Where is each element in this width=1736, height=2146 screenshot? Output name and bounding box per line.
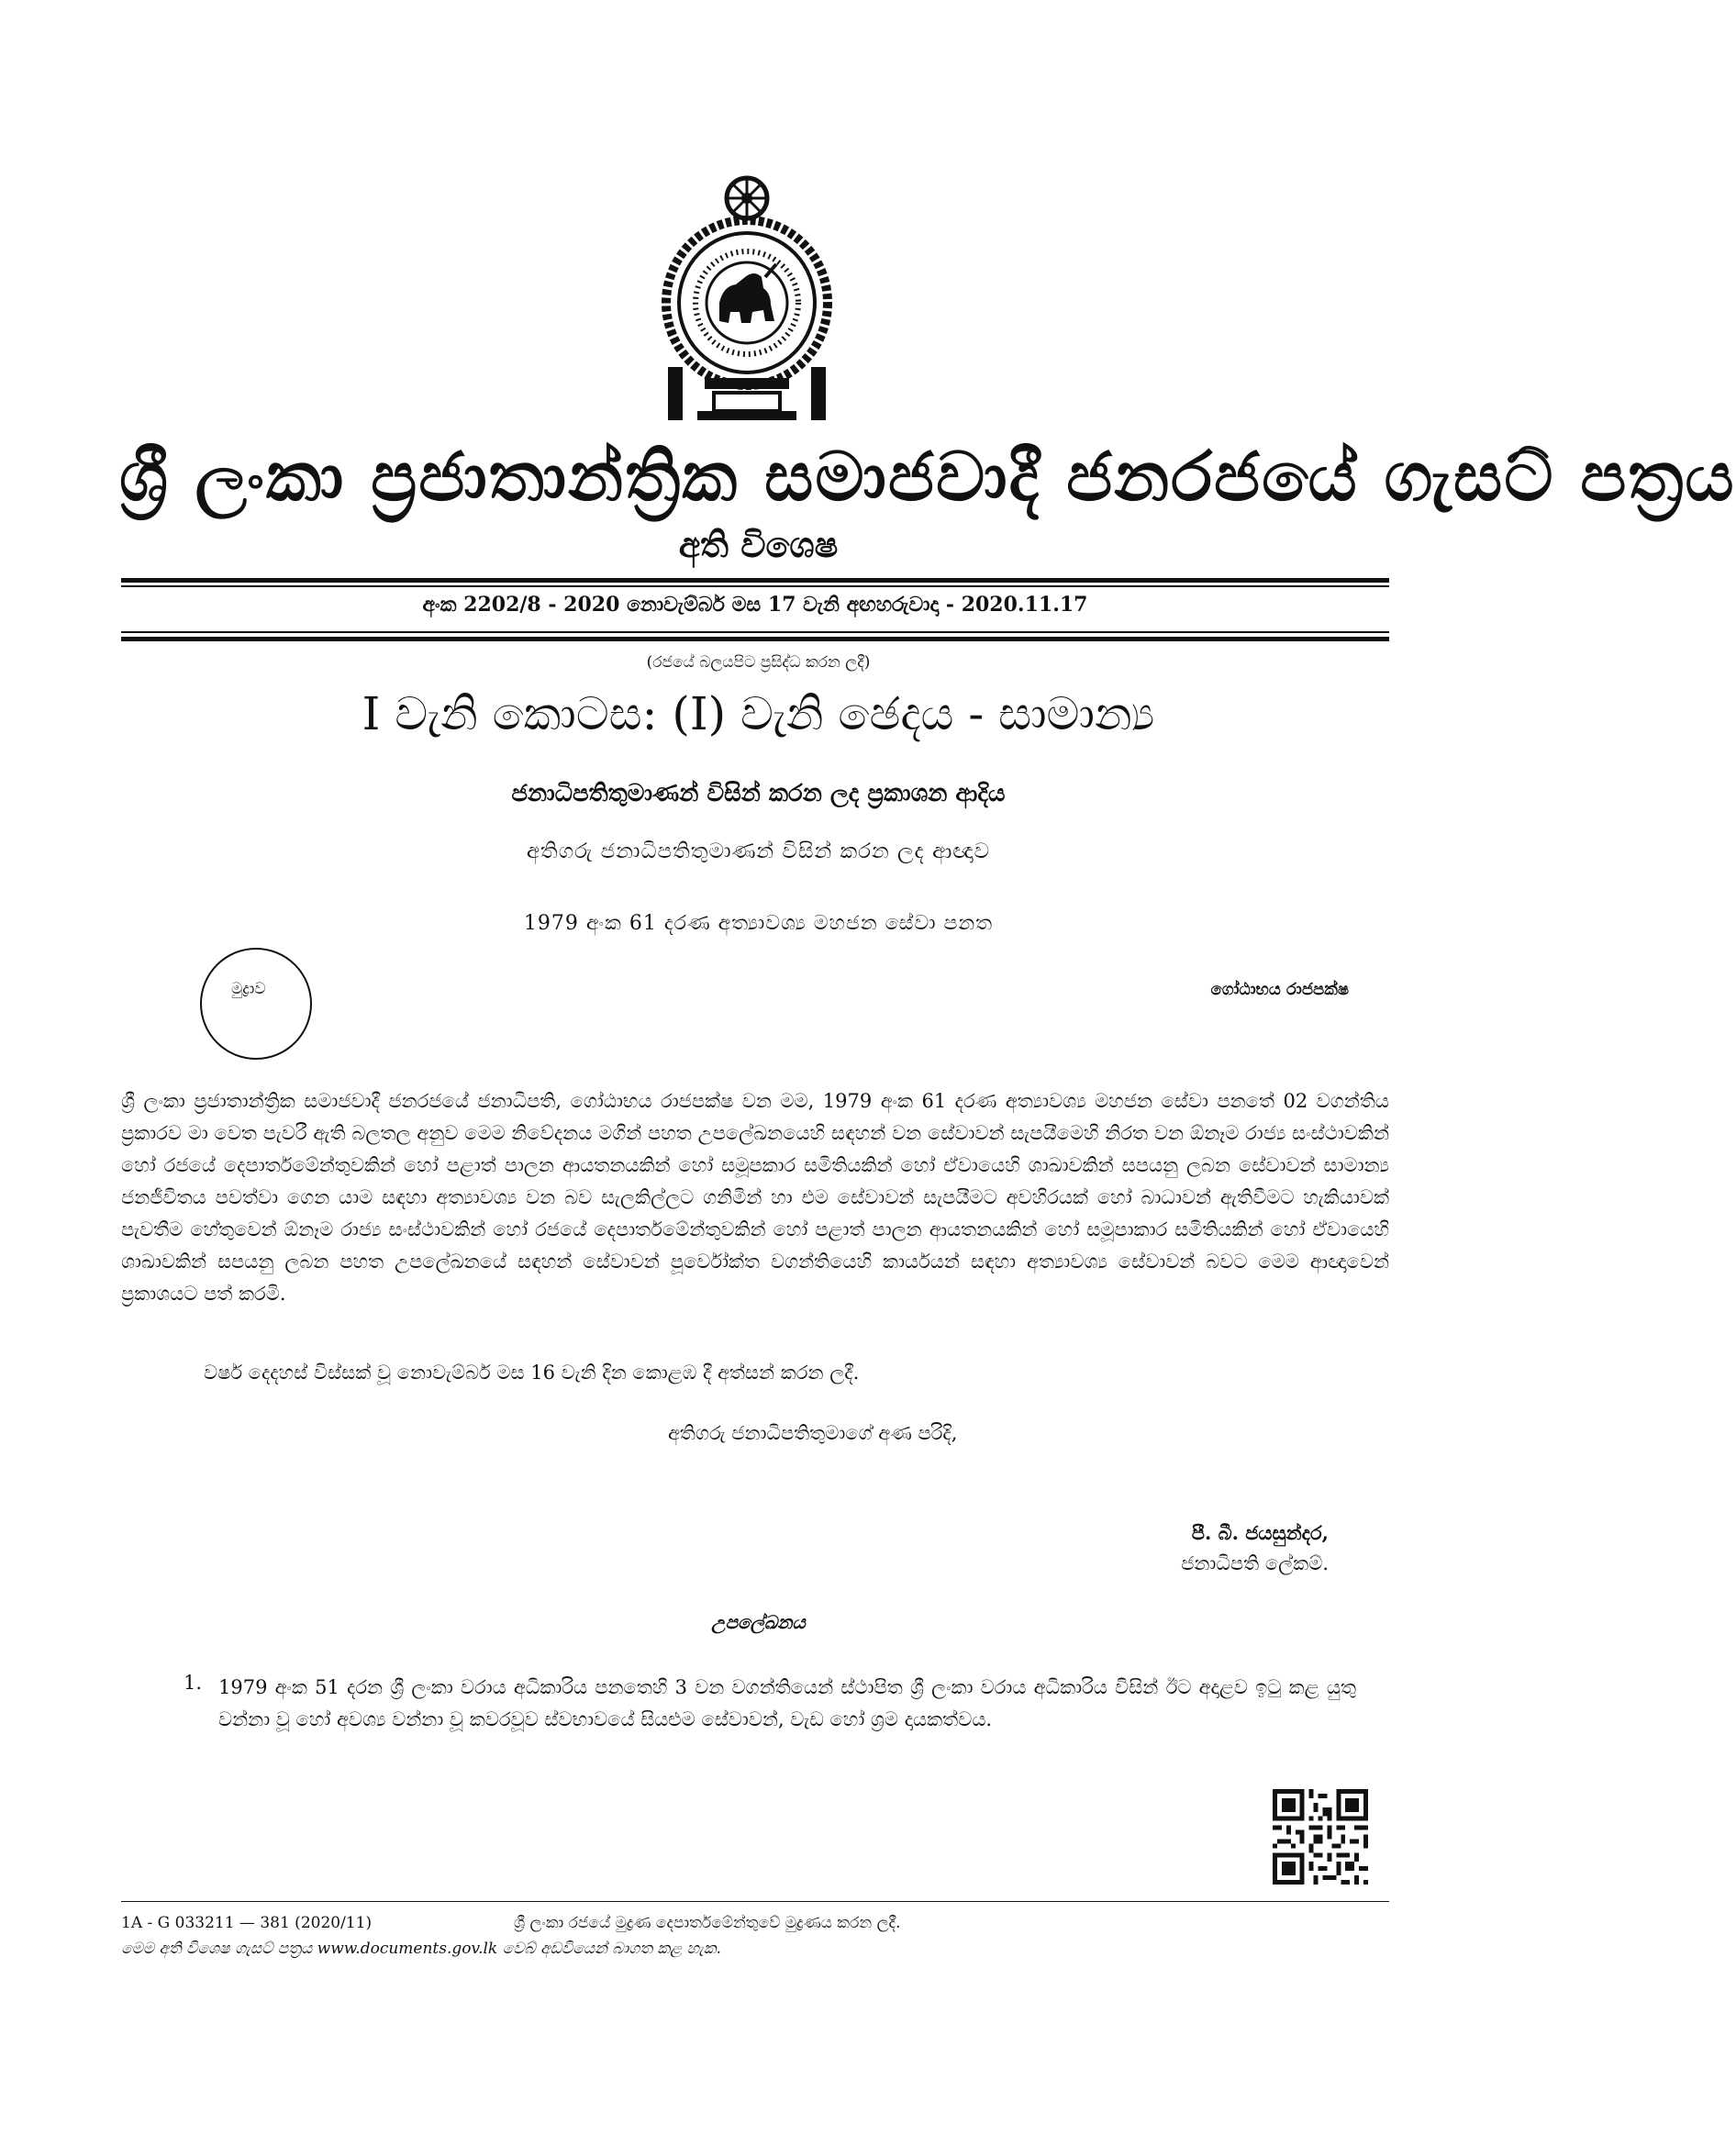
issue-line: අංක 2202/8 - 2020 නොවැම්බර් මස 17 වැනි අඟහරුවාදා - 2020.11.17: [422, 593, 1088, 617]
section-title: ජනාධිපතිතුමාණන් විසින් කරන ලද ප්‍රකාශන ආදිය: [511, 780, 1006, 807]
authority-note: (රජයේ බලයපිට ප්‍රසිද්ධ කරන ලදී): [646, 653, 871, 672]
header-rule-top: [121, 578, 1389, 583]
gazette-subtitle: අති විශෙෂ: [678, 525, 839, 565]
header-rule-bottom-thin: [121, 631, 1389, 633]
dated-line: වර්ෂ දෙදහස් විස්සක් වූ නොවැම්බර් මස 16 වැනි දින කොළඹ දී අත්සන් කරන ලදී.: [204, 1362, 860, 1384]
footer-rule: [121, 1901, 1389, 1902]
footer-printer: ශ්‍රී ලංකා රජයේ මුද්‍රණ දෙපාර්තමේන්තුවේ මුද්‍රණය කරන ලදී.: [514, 1914, 901, 1932]
signatory-title: ජනාධිපති ලේකම්.: [1181, 1552, 1329, 1574]
national-emblem-icon: [662, 174, 831, 424]
seal-label: මුද්‍රාව: [231, 980, 266, 998]
by-order-line: අතිගරු ජනාධිපතිතුමාගේ අණ පරිදි,: [668, 1422, 958, 1444]
order-title: අතිගරු ජනාධිපතිතුමාණන් විසින් කරන ලද ආඥාව: [526, 839, 991, 863]
header-rule-top-thin: [121, 585, 1389, 587]
header-rule-bottom: [121, 637, 1389, 641]
act-title: 1979 අංක 61 දරණ අත්‍යාවශ්‍ය මහජන සේවා පනත: [523, 912, 994, 935]
order-paragraph: ශ්‍රී ලංකා ප්‍රජාතාන්ත්‍රික සමාජවාදී ජනරජයේ ජනාධිපති, ගෝඨාභය රාජපක්ෂ වන මම, 1979 අංක 61 දරණ අත්‍යාවශ්‍ය මහජන සේවා පනතේ 02 වගන්තිය ප්‍රකාරව මා වෙත පැවරී ඇති බලතල අනුව මෙම නිවේදනය මගින් පහත උපලේඛනයෙහි සඳහන් වන සේවාවන් සැපයීමෙහි නිරත වන ඕනෑම රාජ්‍ය සංස්ථාවකින් හෝ රජයේ දෙපාර්තමේන්තුවකින් හෝ පළාත් පාලන ආයතනයකින් හෝ සමූපකාර සමිතියකින් හෝ ඒවායෙහි ශාඛාවකින් සපයනු ලබන සේවාවන් සාමාන්‍ය ජනජීවිතය පවත්වා ගෙන යාම සඳහා අත්‍යාවශ්‍ය වන බව සැලකිල්ලට ගනිමින් හා එම සේවාවන් සැපයීමට අවහිරයක් හෝ බාධාවන් ඇතිවීමට හැකියාවක් පැවතීම හේතුවෙන් ඕනෑම රාජ්‍ය සංස්ථාවකින් හෝ රජයේ දෙපාර්තමේන්තුවකින් හෝ පළාත් පාලන ආයතනයකින් හෝ සමූපාකාර සමිතියකින් හෝ ඒවායෙහි ශාඛාවකින් සපයනු ලබන පහත උපලේඛනයේ සඳහන් සේවාවන් පූර්වෝක්ත වගන්තියෙහි කාර්යයන් සඳහා අත්‍යාවශ්‍ය සේවාවන් බවට මෙම ආඥාවෙන් ප්‍රකාශයට පත් කරමි.: [121, 1090, 1389, 1305]
schedule-item-text: 1979 අංක 51 දරන ශ්‍රී ලංකා වරාය අධිකාරිය පනතෙහි 3 වන වගන්තියෙන් ස්ථාපිත ශ්‍රී ලංකා වරාය අධිකාරිය විසින් ඊට අදාළව ඉටු කළ යුතු වන්නා වූ හෝ අවශ්‍ය වන්නා වූ කවරවූව ස්වභාවයේ සියළුම සේවාවන්, වැඩ හෝ ශ්‍රම දායකත්වය.: [218, 1676, 1356, 1730]
signatory-name: පී. බී. ජයසුන්දර,: [1191, 1521, 1329, 1544]
seal-circle: [200, 948, 312, 1060]
schedule-item-number: 1.: [184, 1672, 203, 1694]
gazette-title: ශ්‍රී ලංකා ප්‍රජාතාන්ත්‍රික සමාජවාදී ජනරජයේ ගැසට් පත්‍රය: [119, 438, 1736, 517]
footer-download-note: මෙම අති විශෙෂ ගැසට් පත්‍රය www.documents.gov.lk වෙබ් අඩවියෙන් බාගත කළ හැක.: [121, 1940, 721, 1958]
qr-code-icon: [1273, 1789, 1368, 1885]
schedule-title: උපලේඛනය: [711, 1611, 806, 1633]
footer-code: 1A - G 033211 — 381 (2020/11): [121, 1914, 373, 1932]
part-title: I වැනි කොටස: (I) වැනි ඡෙදය - සාමාන්‍ය: [362, 687, 1155, 740]
president-name: ගෝඨාභය රාජපක්ෂ: [1210, 980, 1349, 999]
